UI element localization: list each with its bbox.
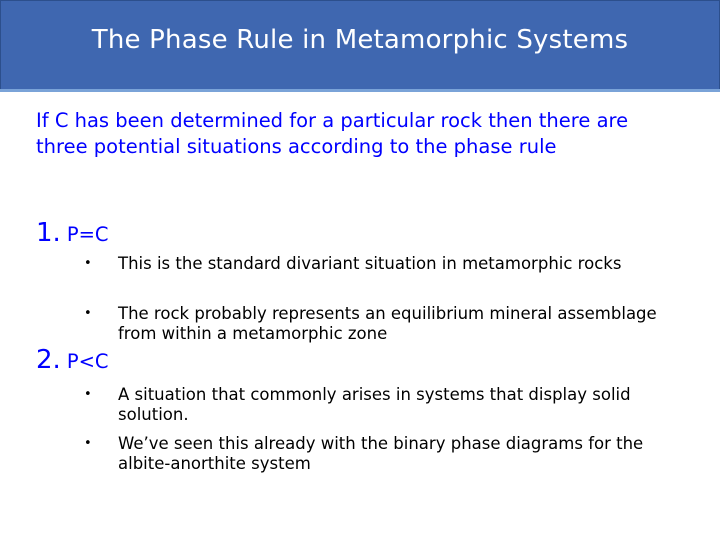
bullet-text: We’ve seen this already with the binary phase diagrams for the albite-anorthite system (118, 434, 644, 473)
bullet-text: This is the standard divariant situation in metamorphic rocks (118, 254, 622, 273)
bullet-glyph: • (84, 306, 92, 321)
bullet-glyph: • (84, 436, 92, 451)
item-number: 1. (36, 218, 61, 248)
bullet-glyph: • (84, 387, 92, 402)
bullet-item (84, 434, 678, 474)
slide-title: The Phase Rule in Metamorphic Systems (91, 25, 629, 55)
title-divider (0, 89, 720, 92)
item-label: P=C (66, 223, 109, 246)
bullet-text: The rock probably represents an equilibrium mineral assemblage from within a metamorphic zone (118, 304, 657, 343)
bullet-glyph: • (84, 256, 92, 271)
item-label: P<C (66, 350, 109, 373)
item-number: 2. (36, 345, 61, 375)
bullet-item (84, 304, 678, 344)
numbered-item-1 (36, 218, 109, 248)
bullet-item (84, 385, 678, 425)
intro-paragraph: If C has been determined for a particular rock then there are three potential situations according to the phase rule (36, 109, 629, 158)
title-bar (0, 0, 720, 90)
bullet-text: A situation that commonly arises in systems that display solid solution. (118, 385, 631, 424)
numbered-item-2 (36, 345, 109, 375)
bullet-item (84, 254, 678, 274)
